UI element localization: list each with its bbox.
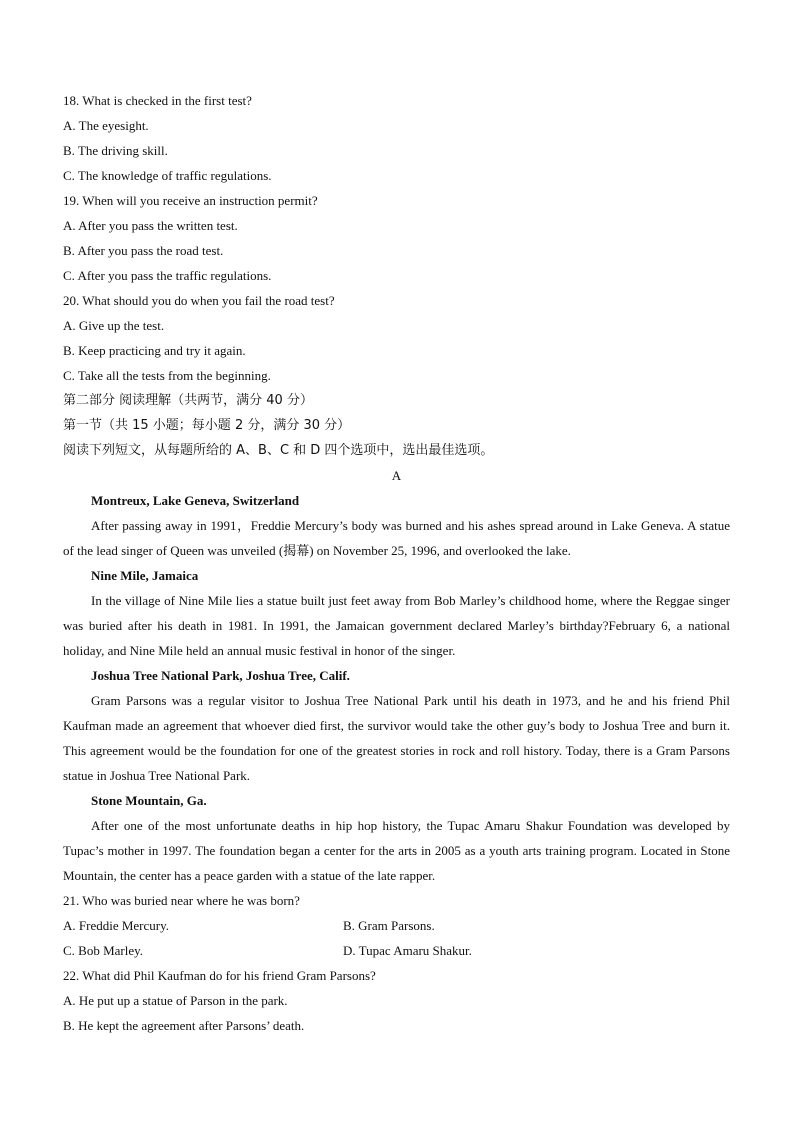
passage-section-joshua-tree: [63, 663, 730, 788]
section-one-title: 第一节（共 15 小题；每小题 2 分，满分 30 分）: [63, 418, 351, 433]
passage-letter: A: [391, 468, 402, 483]
option: B. He kept the agreement after Parsons’ death.: [63, 1018, 305, 1033]
section-heading: Montreux, Lake Geneva, Switzerland: [91, 493, 300, 508]
option: A. Give up the test.: [63, 318, 165, 333]
option: D. Tupac Amaru Shakur.: [343, 943, 472, 958]
question-20: [63, 288, 730, 388]
option: A. He put up a statue of Parson in the park.: [63, 993, 288, 1008]
section-heading: Nine Mile, Jamaica: [91, 568, 199, 583]
question-text: 18. What is checked in the first test?: [63, 93, 252, 108]
section-paragraph: In the village of Nine Mile lies a statue built just feet away from Bob Marley’s childhood home, where the Reggae singer was buried after his death in 1981. In 1991, the Jamaican government declared Marley’s birthday?February 6, a national holiday, and Nine Mile held an annual music festival in honor of the singer.: [63, 593, 730, 658]
question-21: [63, 888, 730, 963]
section-paragraph: After one of the most unfortunate deaths in hip hop history, the Tupac Amaru Shakur Foundation was developed by Tupac’s mother in 1997. The foundation began a center for the arts in 2005 as a youth arts training program. Located in Stone Mountain, the center has a peace garden with a statue of the late rapper.: [63, 818, 730, 883]
part-two-title: 第二部分 阅读理解（共两节，满分 40 分）: [63, 393, 313, 408]
option: C. Bob Marley.: [63, 943, 144, 958]
passage-section-nine-mile: [63, 563, 730, 663]
question-18: [63, 88, 730, 188]
option: A. Freddie Mercury.: [63, 918, 170, 933]
option: A. After you pass the written test.: [63, 218, 238, 233]
question-text: 22. What did Phil Kaufman do for his friend Gram Parsons?: [63, 968, 376, 983]
option-row: [63, 938, 730, 963]
question-22: [63, 963, 730, 1038]
option: B. Keep practicing and try it again.: [63, 343, 246, 358]
passage-section-montreux: [63, 488, 730, 563]
option: B. The driving skill.: [63, 143, 168, 158]
question-19: [63, 188, 730, 288]
option: C. After you pass the traffic regulations.: [63, 268, 272, 283]
option: B. Gram Parsons.: [343, 918, 435, 933]
exam-page: [63, 88, 730, 1038]
reading-instruction: 阅读下列短文，从每题所给的 A、B、C 和 D 四个选项中，选出最佳选项。: [63, 443, 494, 458]
option: A. The eyesight.: [63, 118, 149, 133]
section-heading: Joshua Tree National Park, Joshua Tree, Calif.: [91, 668, 350, 683]
question-text: 19. When will you receive an instruction permit?: [63, 193, 318, 208]
section-heading: Stone Mountain, Ga.: [91, 793, 207, 808]
passage-section-stone-mountain: [63, 788, 730, 888]
option: B. After you pass the road test.: [63, 243, 224, 258]
section-paragraph: After passing away in 1991，Freddie Mercury’s body was burned and his ashes spread around in Lake Geneva. A statue of the lead singer of Queen was unveiled (揭幕) on November 25, 1996, and overlooked the lake.: [63, 518, 730, 558]
option: C. The knowledge of traffic regulations.: [63, 168, 272, 183]
option-row: [63, 913, 730, 938]
option: C. Take all the tests from the beginning.: [63, 368, 271, 383]
section-paragraph: Gram Parsons was a regular visitor to Joshua Tree National Park until his death in 1973, and he and his friend Phil Kaufman made an agreement that whoever died first, the survivor would take the other guy’s body to Joshua Tree and burn it. This agreement would be the foundation for one of the greatest stories in rock and roll history. Today, there is a Gram Parsons statue in Joshua Tree National Park.: [63, 693, 730, 783]
question-text: 20. What should you do when you fail the road test?: [63, 293, 335, 308]
question-text: 21. Who was buried near where he was born?: [63, 893, 300, 908]
